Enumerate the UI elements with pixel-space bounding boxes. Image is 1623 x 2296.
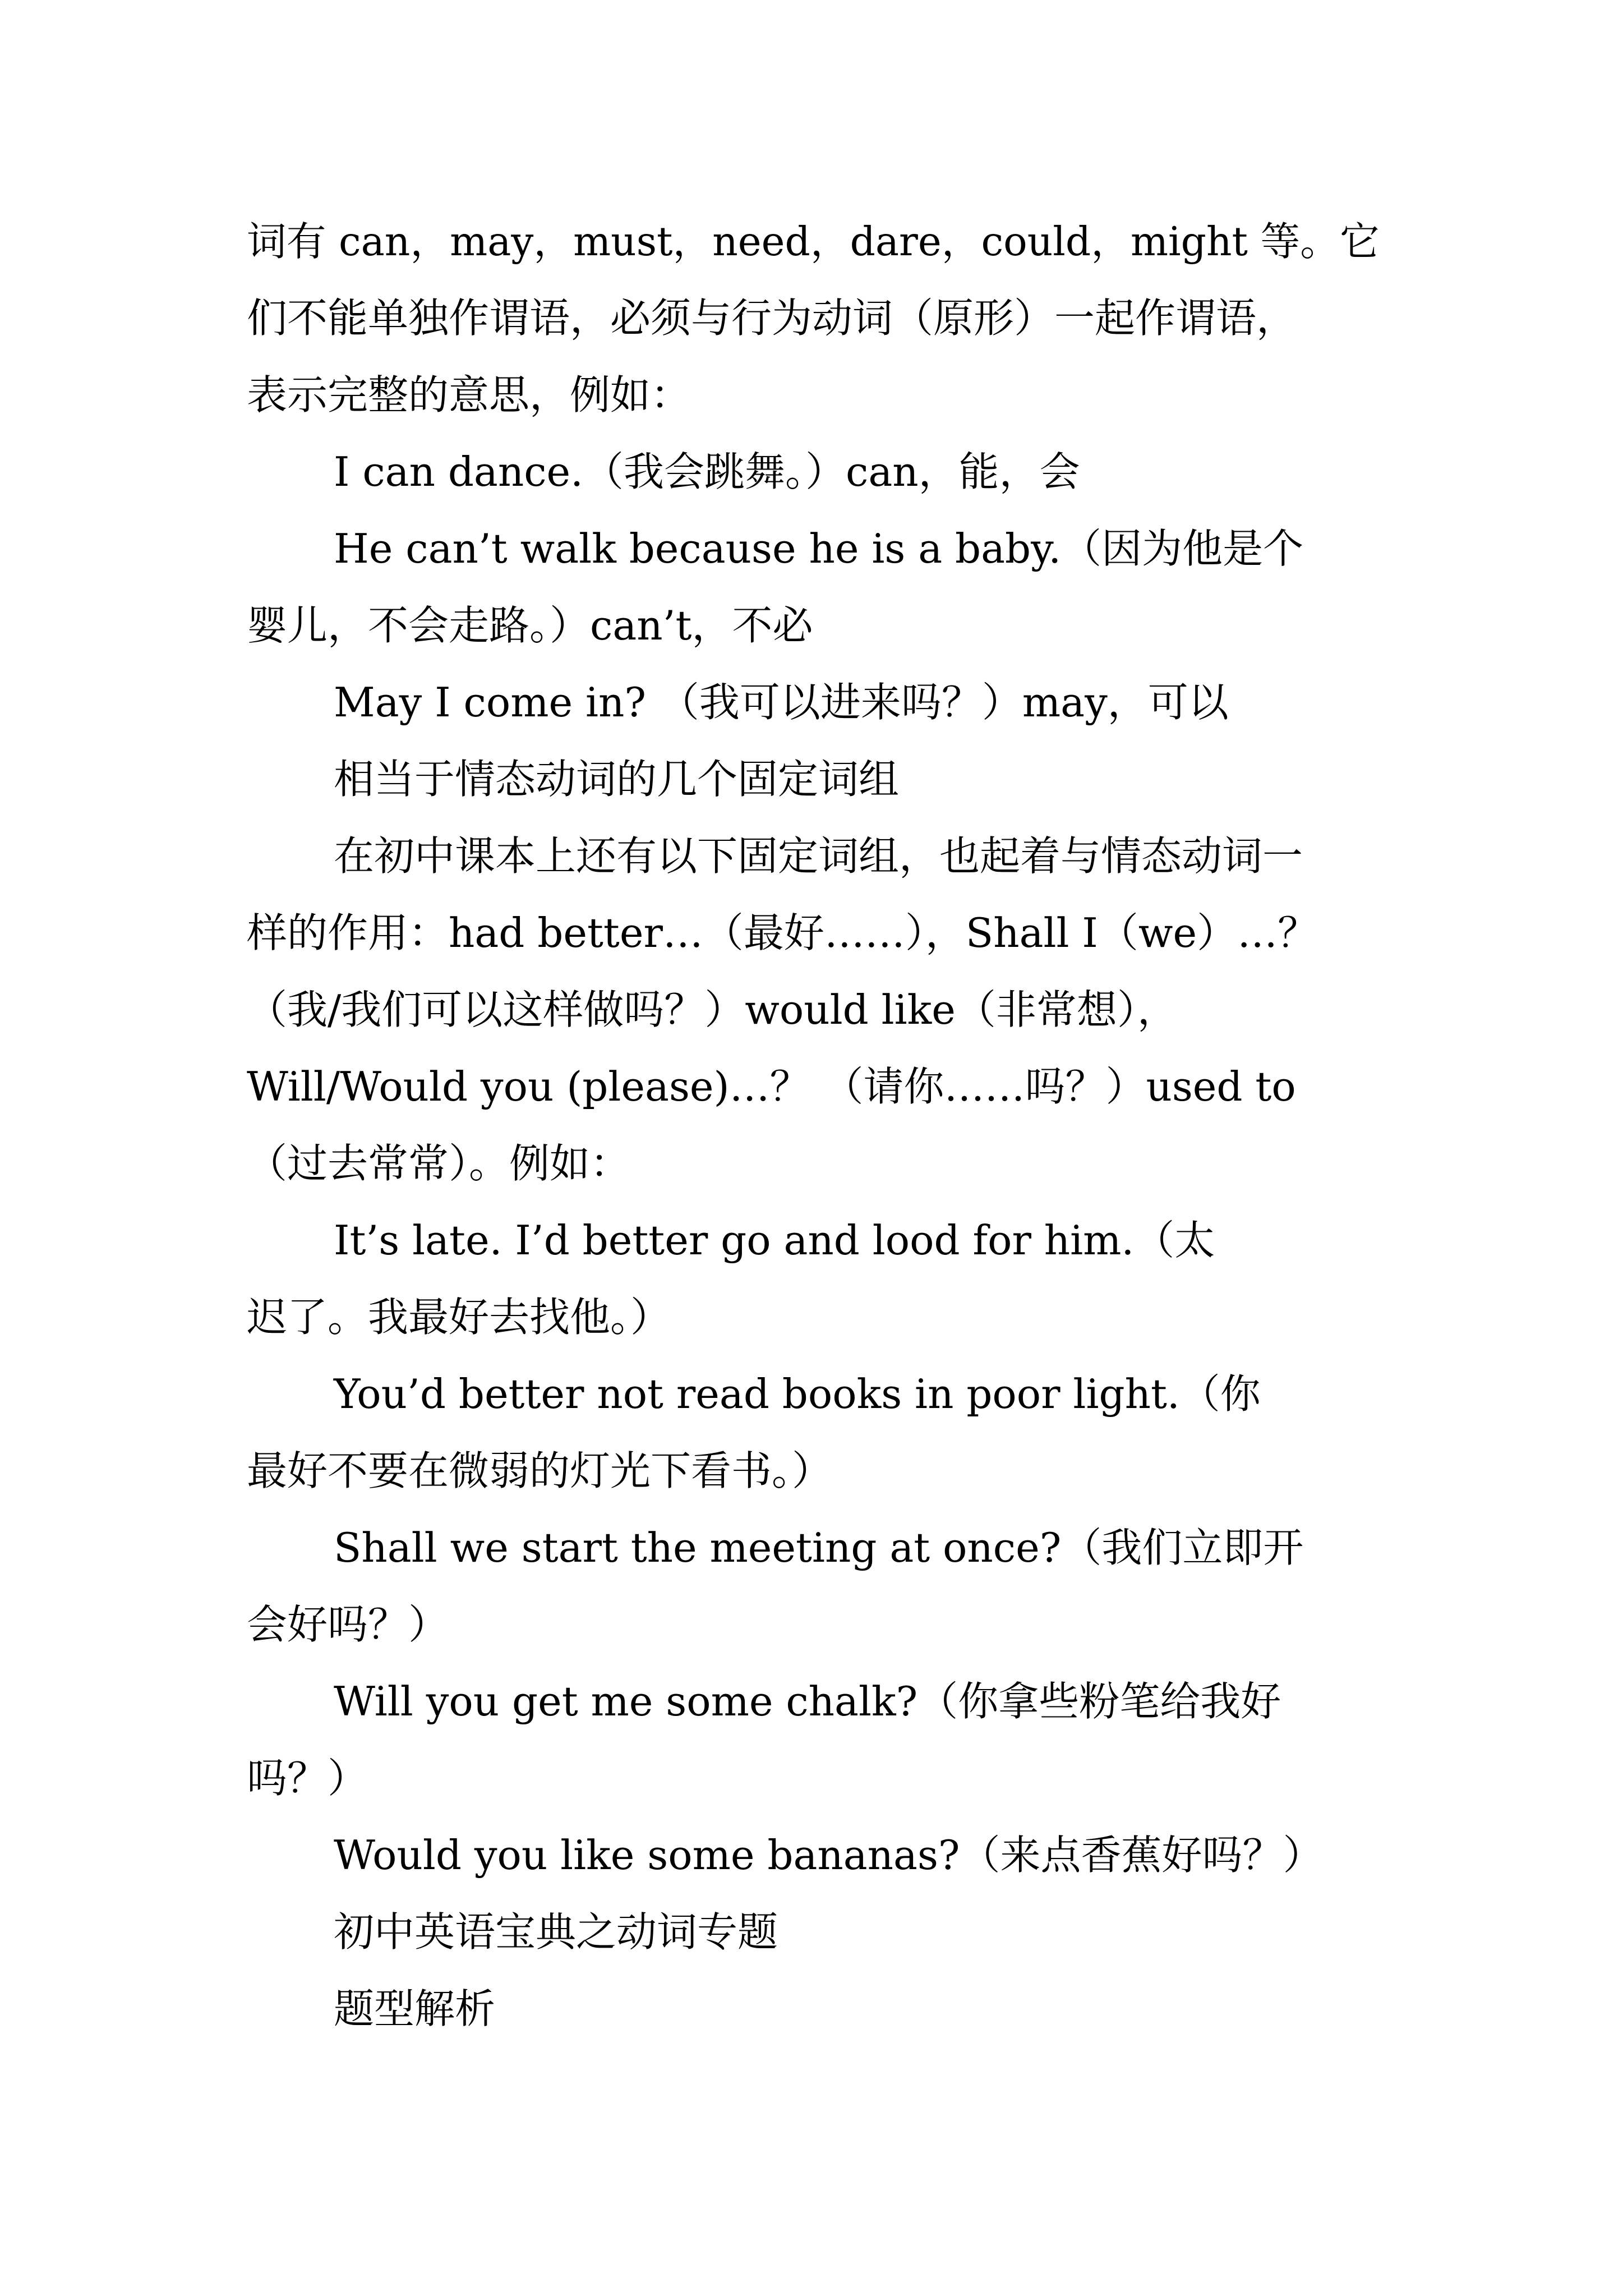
text-line: （过去常常）。例如： <box>247 1140 631 1187</box>
text-line: 们不能单独作谓语，必须与行为动词（原形）一起作谓语， <box>247 295 1297 342</box>
text-line: I can dance.（我会跳舞。）can，能，会 <box>334 448 1080 495</box>
text-line: 迟了。我最好去找他。） <box>247 1294 671 1341</box>
text-line: Shall we start the meeting at once?（我们立即开 <box>334 1524 1304 1571</box>
text-line: （我/我们可以这样做吗？）would like（非常想）， <box>247 986 1178 1033</box>
section-heading: 相当于情态动词的几个固定词组 <box>334 756 900 803</box>
text-line: 表示完整的意思，例如： <box>247 371 691 418</box>
text-line: May I come in? （我可以进来吗？）may，可以 <box>334 679 1229 726</box>
text-line: 会好吗？） <box>247 1601 449 1648</box>
text-line: It’s late. I’d better go and lood for him.（太 <box>334 1217 1215 1264</box>
section-heading: 初中英语宝典之动词专题 <box>334 1908 778 1955</box>
text-line: 婴儿，不会走路。）can’t，不必 <box>247 602 813 649</box>
section-heading: 题型解析 <box>334 1985 496 2032</box>
text-line: 最好不要在微弱的灯光下看书。） <box>247 1447 833 1494</box>
text-line: 在初中课本上还有以下固定词组，也起着与情态动词一 <box>334 832 1303 880</box>
text-line: Will/Would you (please)…？ （请你……吗？）used to <box>247 1063 1296 1110</box>
text-line: You’d better not read books in poor light.（你 <box>334 1370 1261 1418</box>
text-line: He can’t walk because he is a baby.（因为他是个 <box>334 525 1304 572</box>
text-line: Would you like some bananas?（来点香蕉好吗？） <box>334 1832 1324 1879</box>
text-line: 词有 can，may，must，need，dare，could，might 等。它 <box>247 218 1380 265</box>
document-body <box>247 203 1385 2047</box>
text-line: 样的作用：had better…（最好……），Shall I（we）…？ <box>247 909 1318 956</box>
text-line: Will you get me some chalk?（你拿些粉笔给我好 <box>334 1678 1281 1725</box>
text-line: 吗？） <box>247 1755 368 1802</box>
